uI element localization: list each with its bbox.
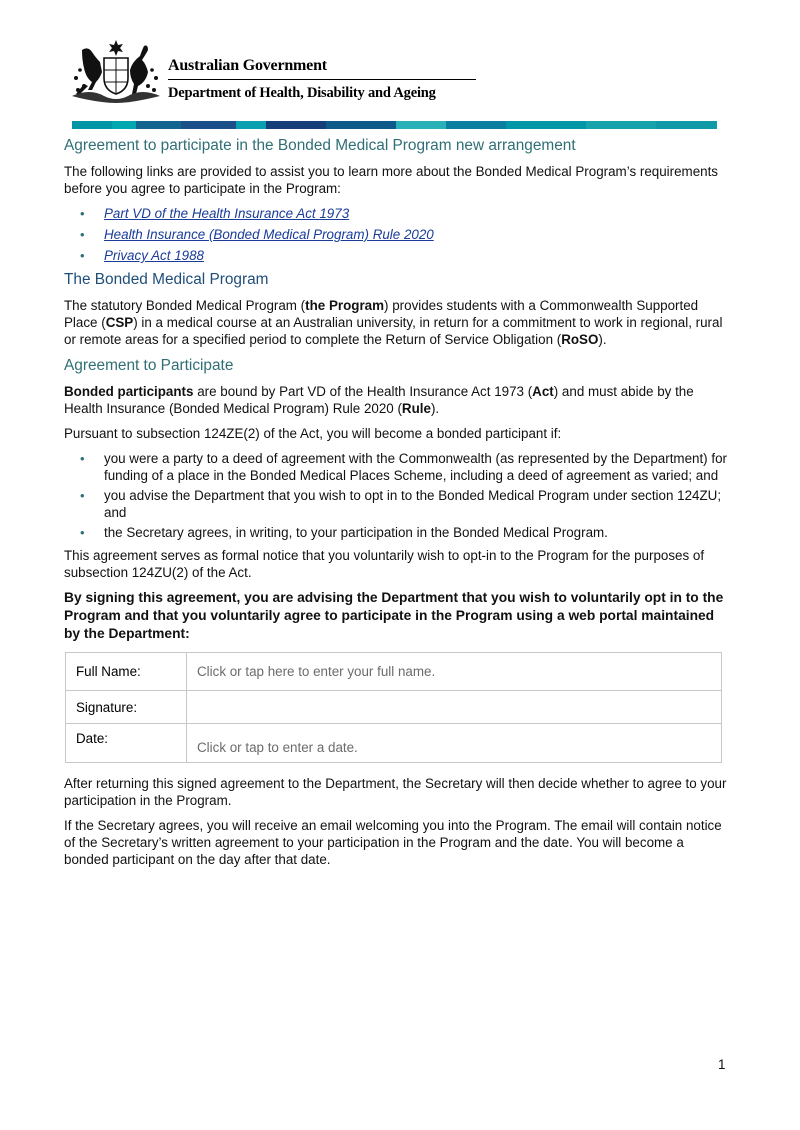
program-text [64, 297, 730, 348]
band-segment [236, 121, 266, 129]
term-act: Act [532, 384, 554, 399]
table-row [66, 691, 722, 724]
agreement-heading: Agreement to Participate [64, 357, 234, 374]
band-segment [326, 121, 396, 129]
page-number: 1 [718, 1057, 726, 1072]
table-row [66, 724, 722, 763]
document-body [64, 136, 730, 876]
list-item [64, 226, 730, 243]
declaration-text: By signing this agreement, you are advising the Department that you wish to voluntarily opt in to the Program and that you voluntarily agree to participate in the Program using a web portal maintained by the Department: [64, 590, 724, 641]
list-item [64, 205, 730, 222]
text-run: ) provides students with a Commonwealth Supported Place ( [64, 298, 699, 330]
agreement-text-1 [64, 383, 730, 417]
text-run: ). [598, 332, 607, 347]
text-run: ) in a medical course at an Australian university, in return for a commitment to work in regional, rural or remote areas for a specified period to complete the Return of Service Obligation ( [64, 315, 723, 347]
band-segment [506, 121, 586, 129]
department-name: Department of Health, Disability and Ageing [168, 85, 436, 101]
intro-heading: Agreement to participate in the Bonded Medical Program new arrangement [64, 137, 576, 154]
government-name: Australian Government [168, 57, 327, 74]
signature-label: Signature: [66, 691, 187, 724]
intro-text: The following links are provided to assist you to learn more about the Bonded Medical Program’s requirements before you agree to participate in the Program: [64, 164, 719, 196]
link-privacy-act[interactable]: Privacy Act 1988 [104, 248, 204, 263]
signature-field[interactable] [187, 691, 722, 724]
link-bmp-rule-2020[interactable]: Health Insurance (Bonded Medical Program) Rule 2020 [104, 227, 434, 242]
program-heading: The Bonded Medical Program [64, 271, 269, 288]
agreement-text-3: This agreement serves as formal notice that you voluntarily wish to opt-in to the Program for the purposes of subsection 124ZU(2) of the Act. [64, 548, 705, 580]
header-color-band [72, 121, 717, 129]
list-item [64, 247, 730, 264]
header-divider [168, 79, 476, 80]
band-segment [136, 121, 181, 129]
term-the-program: the Program [305, 298, 385, 313]
band-segment [396, 121, 446, 129]
band-segment [446, 121, 506, 129]
list-item: • the Secretary agrees, in writing, to your participation in the Bonded Medical Program. [64, 524, 730, 541]
term-csp: CSP [105, 315, 134, 330]
agreement-text-2: Pursuant to subsection 124ZE(2) of the Act, you will become a bonded participant if: [64, 426, 562, 441]
term-rule: Rule [401, 401, 431, 416]
term-bonded-participants: Bonded participants [64, 384, 194, 399]
band-segment [112, 121, 136, 129]
band-segment [586, 121, 656, 129]
full-name-label: Full Name: [66, 653, 187, 691]
closing-text-2: If the Secretary agrees, you will receive an email welcoming you into the Program. The email will contain notice of the Secretary’s written agreement to your participation in the Program and the date. You will become a bonded participant on the day after that date. [64, 818, 722, 867]
resource-links-list [64, 205, 730, 264]
band-segment [656, 121, 717, 129]
band-segment [72, 121, 112, 129]
list-item: • you advise the Department that you wish to opt in to the Bonded Medical Program under section 124ZU; and [64, 487, 730, 521]
term-roso: RoSO [561, 332, 599, 347]
link-health-insurance-act[interactable]: Part VD of the Health Insurance Act 1973 [104, 206, 350, 221]
date-field[interactable]: Click or tap to enter a date. [187, 724, 722, 763]
conditions-list [64, 450, 730, 541]
closing-text-1: After returning this signed agreement to the Department, the Secretary will then decide whether to agree to your participation in the Program. [64, 776, 727, 808]
list-item: • you were a party to a deed of agreement with the Commonwealth (as represented by the Department) for funding of a place in the Bonded Medical Places Scheme, including a deed of agreement as varied; and [64, 450, 730, 484]
signature-form-table [65, 652, 722, 763]
band-segment [266, 121, 326, 129]
coat-of-arms-logo [70, 38, 162, 104]
table-row [66, 653, 722, 691]
date-label: Date: [66, 724, 187, 763]
full-name-field[interactable]: Click or tap here to enter your full name. [187, 653, 722, 691]
band-segment [181, 121, 236, 129]
text-run: are bound by Part VD of the Health Insurance Act 1973 ( [193, 384, 533, 399]
text-run: ). [430, 401, 440, 416]
text-run: The statutory Bonded Medical Program ( [64, 298, 306, 313]
text-run: ) and must abide by the Health Insurance (Bonded Medical Program) Rule 2020 ( [64, 384, 694, 416]
